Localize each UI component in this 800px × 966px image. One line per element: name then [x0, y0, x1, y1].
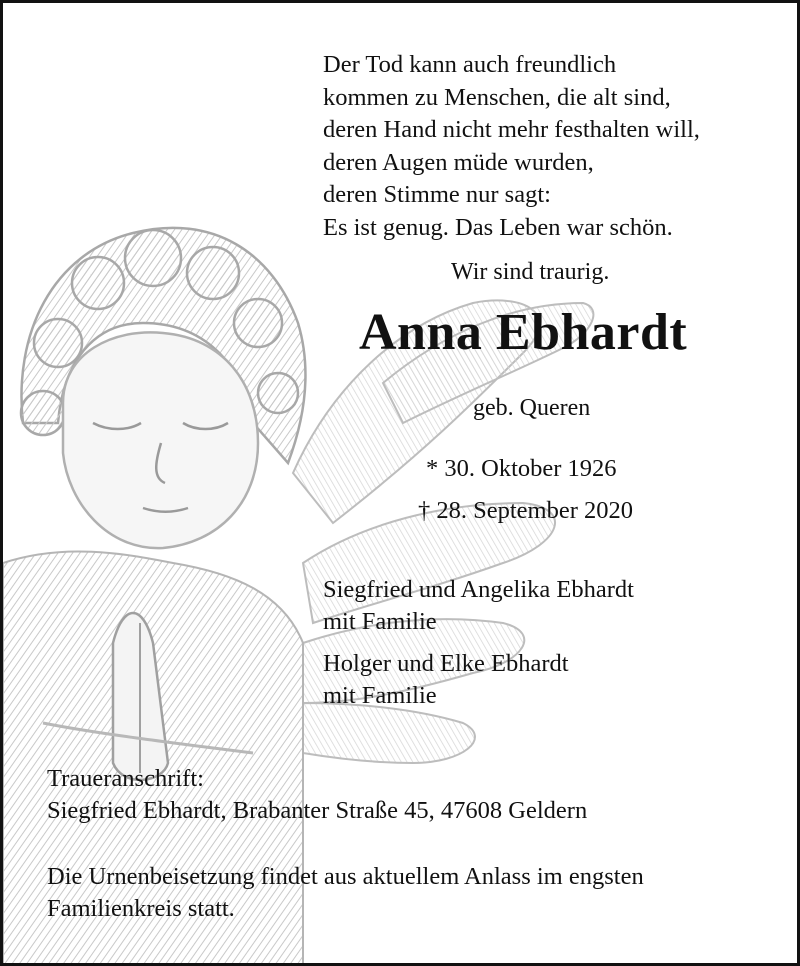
mourner-group: [323, 574, 634, 638]
mourner-suffix: mit Familie: [323, 682, 437, 709]
mourner-names: Holger und Elke Ebhardt: [323, 650, 569, 677]
poem: [323, 49, 700, 244]
mourner-names: Siegfried und Angelika Ebhardt: [323, 576, 634, 603]
mourners-list: [323, 574, 634, 722]
poem-line: Der Tod kann auch freundlich: [323, 51, 617, 78]
mourner-group: [323, 648, 634, 712]
notice-line: Familienkreis statt.: [47, 895, 235, 922]
poem-line: deren Stimme nur sagt:: [323, 181, 551, 208]
poem-line: deren Augen müde wurden,: [323, 148, 594, 176]
birth-date: * 30. Oktober 1926: [426, 455, 617, 482]
address-label: Traueranschrift:: [47, 765, 204, 792]
poem-line: kommen zu Menschen, die alt sind,: [323, 83, 671, 111]
burial-notice: [47, 861, 644, 925]
mourner-suffix: mit Familie: [323, 608, 437, 635]
poem-line: Es ist genug. Das Leben war schön.: [323, 213, 673, 241]
condolence-address: [47, 763, 587, 827]
notice-line: Die Urnenbeisetzung findet aus aktuellem Anlass im engsten: [47, 863, 644, 890]
poem-line: deren Hand nicht mehr festhalten will,: [323, 116, 700, 143]
address-line: Siegfried Ebhardt, Brabanter Straße 45, 47608 Geldern: [47, 797, 588, 824]
death-date: † 28. September 2020: [418, 497, 634, 524]
deceased-name: Anna Ebhardt: [359, 304, 688, 361]
birth-name: geb. Queren: [473, 395, 591, 421]
intro-text: Wir sind traurig.: [451, 259, 610, 285]
